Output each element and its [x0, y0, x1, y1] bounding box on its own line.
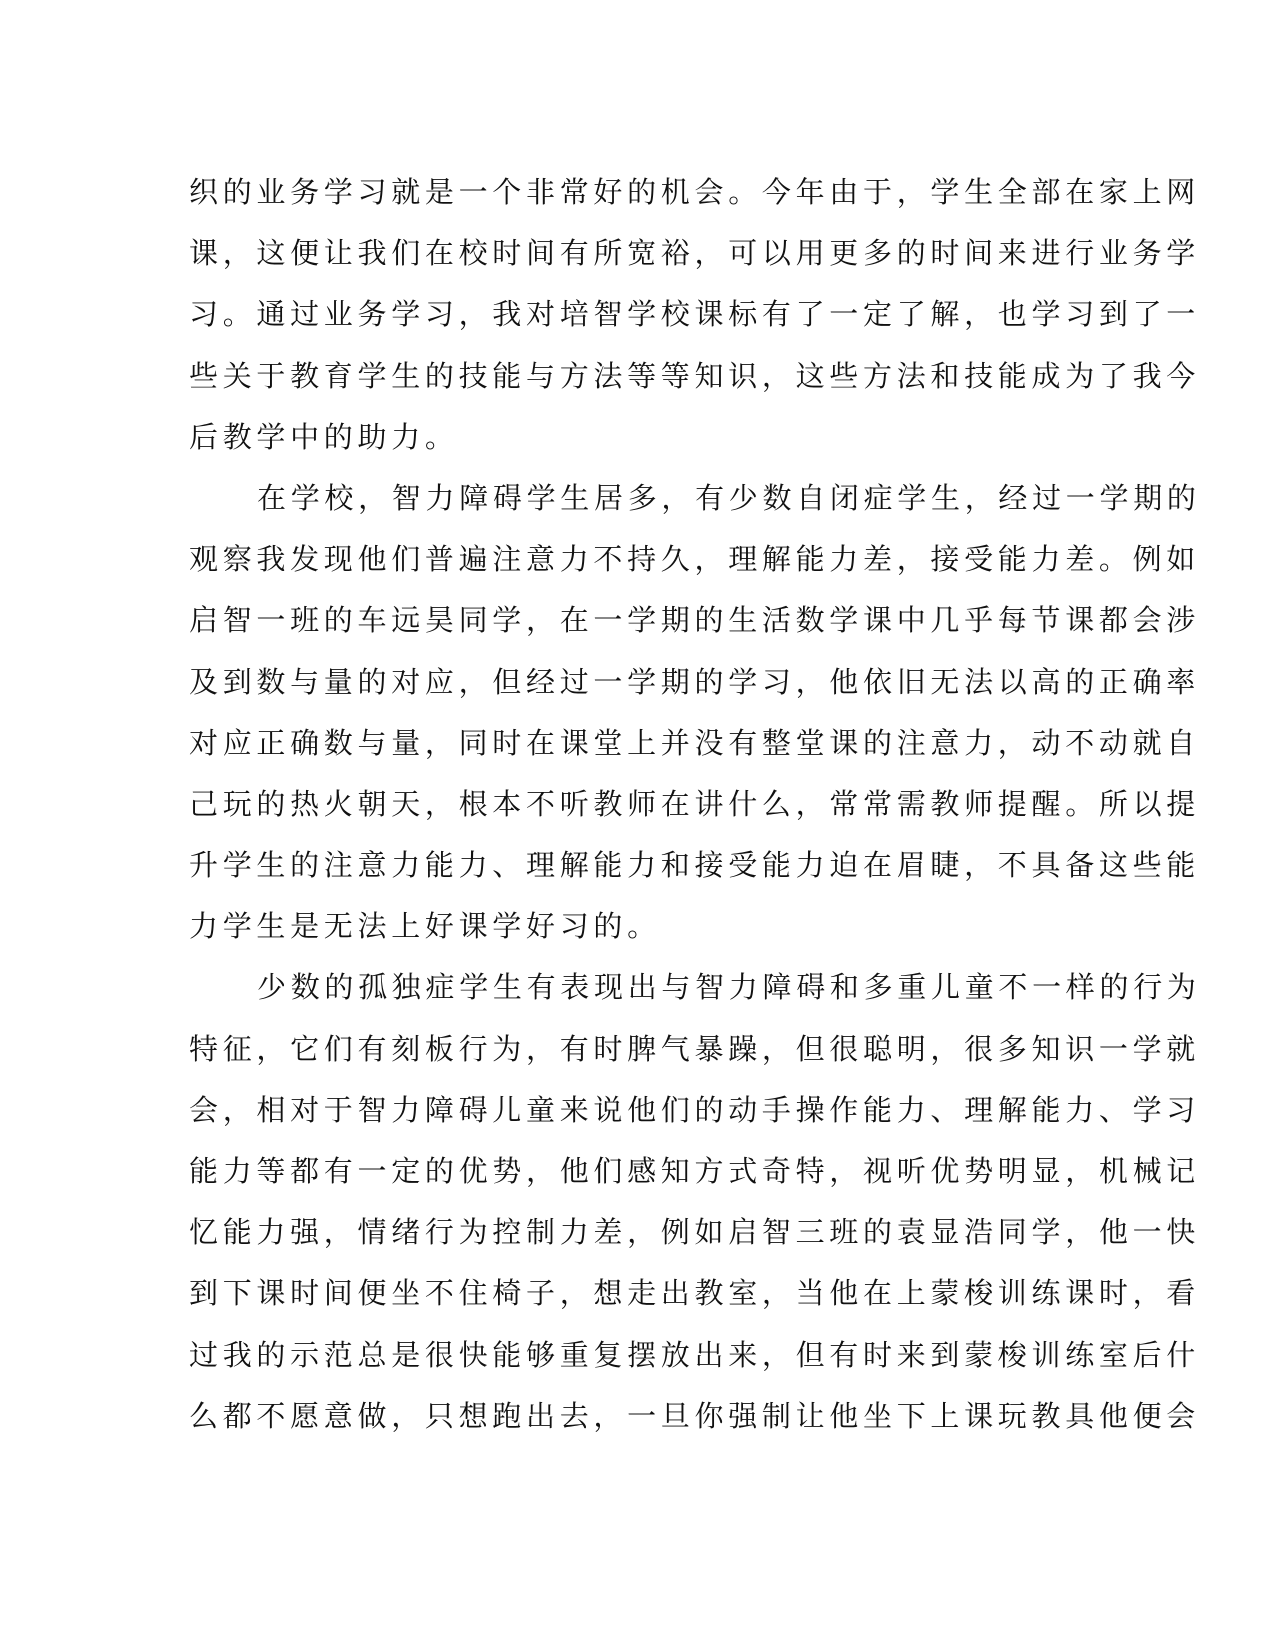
paragraph-2	[189, 468, 1201, 958]
text-line: 些关于教育学生的技能与方法等等知识，这些方法和技能成为了我今	[189, 358, 1201, 393]
text-line: 启智一班的车远昊同学，在一学期的生活数学课中几乎每节课都会涉	[189, 603, 1201, 638]
text-line: 升学生的注意力能力、理解能力和接受能力迫在眉睫，不具备这些能	[189, 848, 1201, 883]
text-line: 后教学中的助力。	[189, 419, 459, 454]
text-line: 对应正确数与量，同时在课堂上并没有整堂课的注意力，动不动就自	[189, 725, 1201, 760]
text-line: 会，相对于智力障碍儿童来说他们的动手操作能力、理解能力、学习	[189, 1092, 1201, 1127]
text-line: 特征，它们有刻板行为，有时脾气暴躁，但很聪明，很多知识一学就	[189, 1031, 1201, 1066]
text-line: 么都不愿意做，只想跑出去，一旦你强制让他坐下上课玩教具他便会	[189, 1398, 1201, 1433]
text-line: 力学生是无法上好课学好习的。	[189, 909, 661, 944]
text-line: 己玩的热火朝天，根本不听教师在讲什么，常常需教师提醒。所以提	[189, 786, 1201, 821]
text-line: 习。通过业务学习，我对培智学校课标有了一定了解，也学习到了一	[189, 297, 1201, 332]
paragraph-1	[189, 162, 1201, 468]
text-line: 到下课时间便坐不住椅子，想走出教室，当他在上蒙梭训练课时，看	[189, 1276, 1201, 1311]
text-line: 过我的示范总是很快能够重复摆放出来，但有时来到蒙梭训练室后什	[189, 1337, 1201, 1372]
text-line-indented: 在学校，智力障碍学生居多，有少数自闭症学生，经过一学期的	[257, 480, 1201, 515]
text-line-indented: 少数的孤独症学生有表现出与智力障碍和多重儿童不一样的行为	[257, 970, 1201, 1005]
text-line: 能力等都有一定的优势，他们感知方式奇特，视听优势明显，机械记	[189, 1154, 1201, 1188]
text-line: 课，这便让我们在校时间有所宽裕，可以用更多的时间来进行业务学	[189, 236, 1201, 271]
document-body	[189, 162, 1201, 1447]
text-line: 及到数与量的对应，但经过一学期的学习，他依旧无法以高的正确率	[189, 664, 1201, 699]
text-line: 观察我发现他们普遍注意力不持久，理解能力差，接受能力差。例如	[189, 542, 1201, 577]
paragraph-3	[189, 957, 1201, 1447]
text-line: 忆能力强，情绪行为控制力差，例如启智三班的袁显浩同学，他一快	[189, 1215, 1201, 1250]
text-line: 织的业务学习就是一个非常好的机会。今年由于，学生全部在家上网	[189, 175, 1201, 209]
